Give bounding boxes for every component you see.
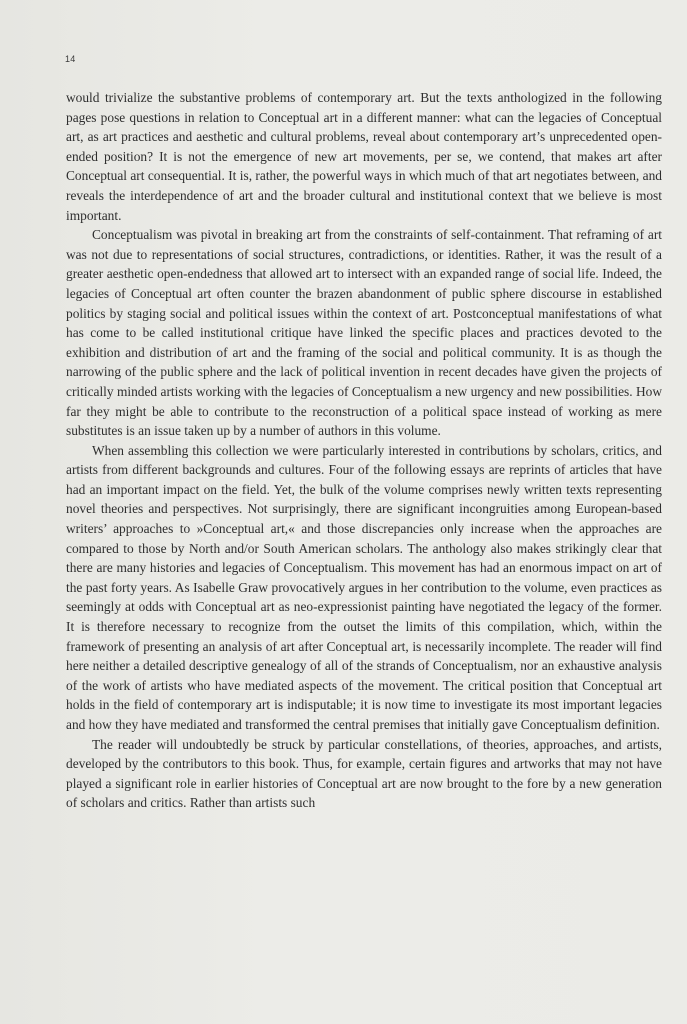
- paragraph-2: Conceptualism was pivotal in breaking art from the constraints of self-containment. That reframing of art was not due to representations of social structures, contradictions, or identities. Rather, it was the result of a greater aesthetic open-endedness that allowed art to intersect with an expanded range of social life. Indeed, the legacies of Conceptual art often counter the brazen abandonment of public sphere discourse in established politics by staging social and political issues within the context of art. Postconceptual manifestations of what has come to be called institutional critique have linked the specific places and practices devoted to the exhibition and distribution of art and the framing of the social and political community. It is as though the narrowing of the public sphere and the lack of political invention in recent decades have given the projects of critically minded artists working with the legacies of Conceptualism a new urgency and new possibilities. How far they might be able to contribute to the reconstruction of a political space instead of working as mere substitutes is an issue taken up by a number of authors in this volume.: [66, 227, 662, 439]
- paragraph-4: The reader will undoubtedly be struck by particular constellations, of theories, approaches, and artists, developed by the contributors to this book. Thus, for example, certain figures and artworks that may not have played a significant role in earlier histories of Conceptual art are now brought to the fore by a new generation of scholars and critics. Rather than artists such: [66, 736, 662, 811]
- body-text: [66, 88, 662, 813]
- paragraph-1: would trivialize the substantive problems of contemporary art. But the texts anthologized in the following pages pose questions in relation to Conceptual art in a different manner: what can the legacies of Conceptual art, as art practices and aesthetic and cultural problems, reveal about contemporary art’s unprecedented open-ended position? It is not the emergence of new art movements, per se, we contend, that makes art after Conceptual art consequential. It is, rather, the powerful ways in which much of that art negotiates between, and reveals the interdependence of art and the broader cultural and institutional context that we believe is most important.: [66, 90, 662, 223]
- page-number: 14: [65, 54, 76, 64]
- paragraph-3: When assembling this collection we were particularly interested in contributions by scholars, critics, and artists from different backgrounds and cultures. Four of the following essays are reprints of articles that have had an important impact on the field. Yet, the bulk of the volume comprises newly written texts representing novel theories and perspectives. Not surprisingly, there are significant incongruities among European-based writers’ approaches to »Conceptual art,« and those discrepancies only increase when the approaches are compared to those by North and/or South American scholars. The anthology also makes strikingly clear that there are many histories and legacies of Conceptualism. This movement has had an enormous impact on art of the past forty years. As Isabelle Graw provocatively argues in her contribution to the volume, even practices as seemingly at odds with Conceptual art as neo-expressionist painting have negotiated the legacy of the former. It is therefore necessary to recognize from the outset the limits of this compilation, which, within the framework of presenting an analysis of art after Conceptual art, is necessarily incomplete. The reader will find here neither a detailed descriptive genealogy of all of the strands of Conceptualism, nor an exhaustive analysis of the work of artists who have mediated aspects of the movement. The critical position that Conceptual art holds in the field of contemporary art is indisputable; it is now time to investigate its most important legacies and how they have mediated and transformed the central premises that initially gave Conceptualism definition.: [66, 442, 662, 732]
